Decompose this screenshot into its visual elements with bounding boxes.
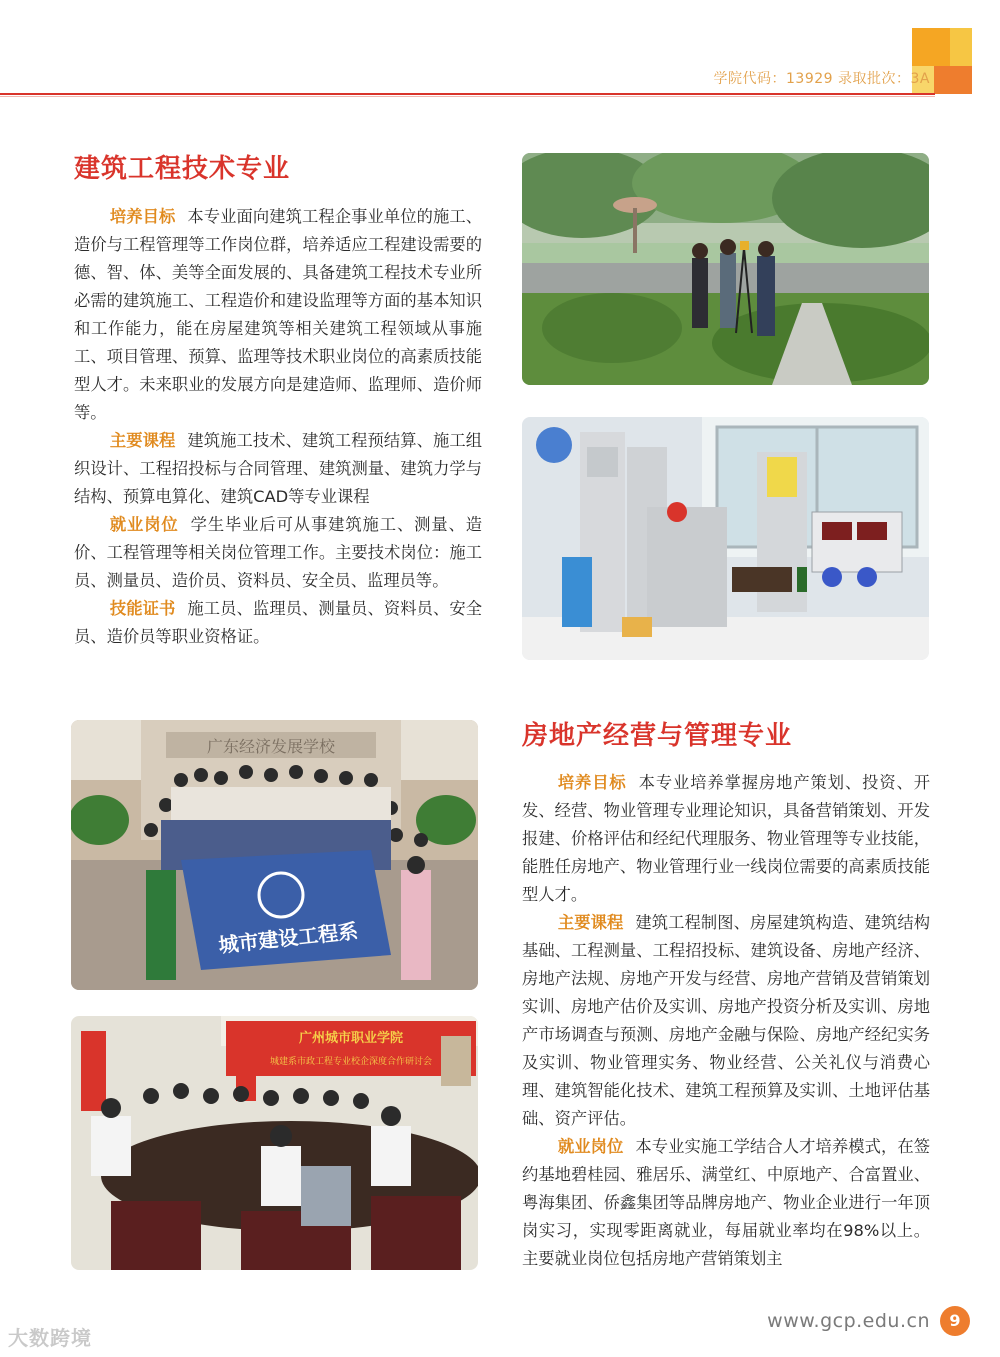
header-divider-thin [0,96,935,97]
keyword-label: 就业岗位 [109,515,179,534]
section1-para-jobs [74,511,482,595]
section2-body [522,769,930,1273]
watermark: 大数跨境 [8,1326,92,1350]
section1-para-courses [74,427,482,511]
footer-url[interactable]: www.gcp.edu.cn [767,1310,930,1332]
page-number: 9 [940,1306,970,1336]
section2-title: 房地产经营与管理专业 [522,721,793,751]
section1-para-certs [74,595,482,651]
section2-para-courses [522,909,930,1133]
keyword-label: 技能证书 [109,599,176,618]
building-sign: 广东经济发展学校 [206,737,336,756]
keyword-label: 主要课程 [557,913,624,932]
para-text: 本专业实施工学结合人才培养模式，在签约基地碧桂园、雅居乐、满堂红、中原地产、合富置业、粤海集团、侨鑫集团等品牌房地产、物业企业进行一年顶岗实习，实现零距离就业，每届就业率均在98%以上。主要就业岗位包括房地产营销策划主 [522,1137,930,1268]
photo-surveying-students [522,153,929,385]
flag-text: 城市建设工程系 [217,918,360,958]
logo-square-1 [912,28,950,66]
para-text: 本专业培养掌握房地产策划、投资、开发、经营、物业管理专业理论知识，具备营销策划、开发报建、价格评估和经纪代理服务、物业管理等专业技能，能胜任房地产、物业管理行业一线岗位需要的高素质技能型人才。 [522,773,930,904]
section2-para-goal [522,769,930,909]
para-text: 学生毕业后可从事建筑施工、测量、造价、工程管理等相关岗位管理工作。主要技术岗位：施工员、测量员、造价员、资料员、安全员、监理员等。 [74,515,482,590]
photo-testing-lab [522,417,929,660]
photo-group-flag [71,720,478,990]
para-text: 施工员、监理员、测量员、资料员、安全员、造价员等职业资格证。 [74,599,482,646]
logo-square-4 [934,66,972,94]
photo-meeting [71,1016,478,1270]
header-info: 学院代码：13929 录取批次：3A [713,71,930,87]
para-text: 建筑工程制图、房屋建筑构造、建筑结构基础、工程测量、工程招投标、建筑设备、房地产经济、房地产法规、房地产开发与经营、房地产营销及营销策划实训、房地产估价及实训、房地产投资分析及实训、房地产市场调查与预测、房地产金融与保险、房地产经纪实务及实训、物业管理实务、物业经营、公关礼仪与消费心理、建筑智能化技术、建筑工程预算及实训、土地评估基础、资产评估。 [522,913,930,1128]
section2-para-jobs [522,1133,930,1273]
section1-title: 建筑工程技术专业 [74,154,291,184]
section1-para-goal [74,203,482,427]
keyword-label: 培养目标 [557,773,627,792]
banner-line2: 城建系市政工程专业校企深度合作研讨会 [269,1057,433,1067]
logo-square-2 [950,28,972,66]
para-text: 本专业面向建筑工程企事业单位的施工、造价与工程管理等工作岗位群，培养适应工程建设需要的德、智、体、美等全面发展的、具备建筑工程技术专业所必需的建筑施工、工程造价和建设监理等方面的基本知识和工作能力，能在房屋建筑等相关建筑工程领域从事施工、项目管理、预算、监理等技术职业岗位的高素质技能型人才。未来职业的发展方向是建造师、监理师、造价师等。 [74,207,482,422]
keyword-label: 主要课程 [109,431,176,450]
para-text: 建筑施工技术、建筑工程预结算、施工组织设计、工程招投标与合同管理、建筑测量、建筑力学与结构、预算电算化、建筑CAD等专业课程 [74,431,482,506]
header-divider [0,93,935,95]
banner-line1: 广州城市职业学院 [298,1031,404,1046]
section1-body [74,203,482,651]
keyword-label: 就业岗位 [557,1137,624,1156]
keyword-label: 培养目标 [109,207,176,226]
